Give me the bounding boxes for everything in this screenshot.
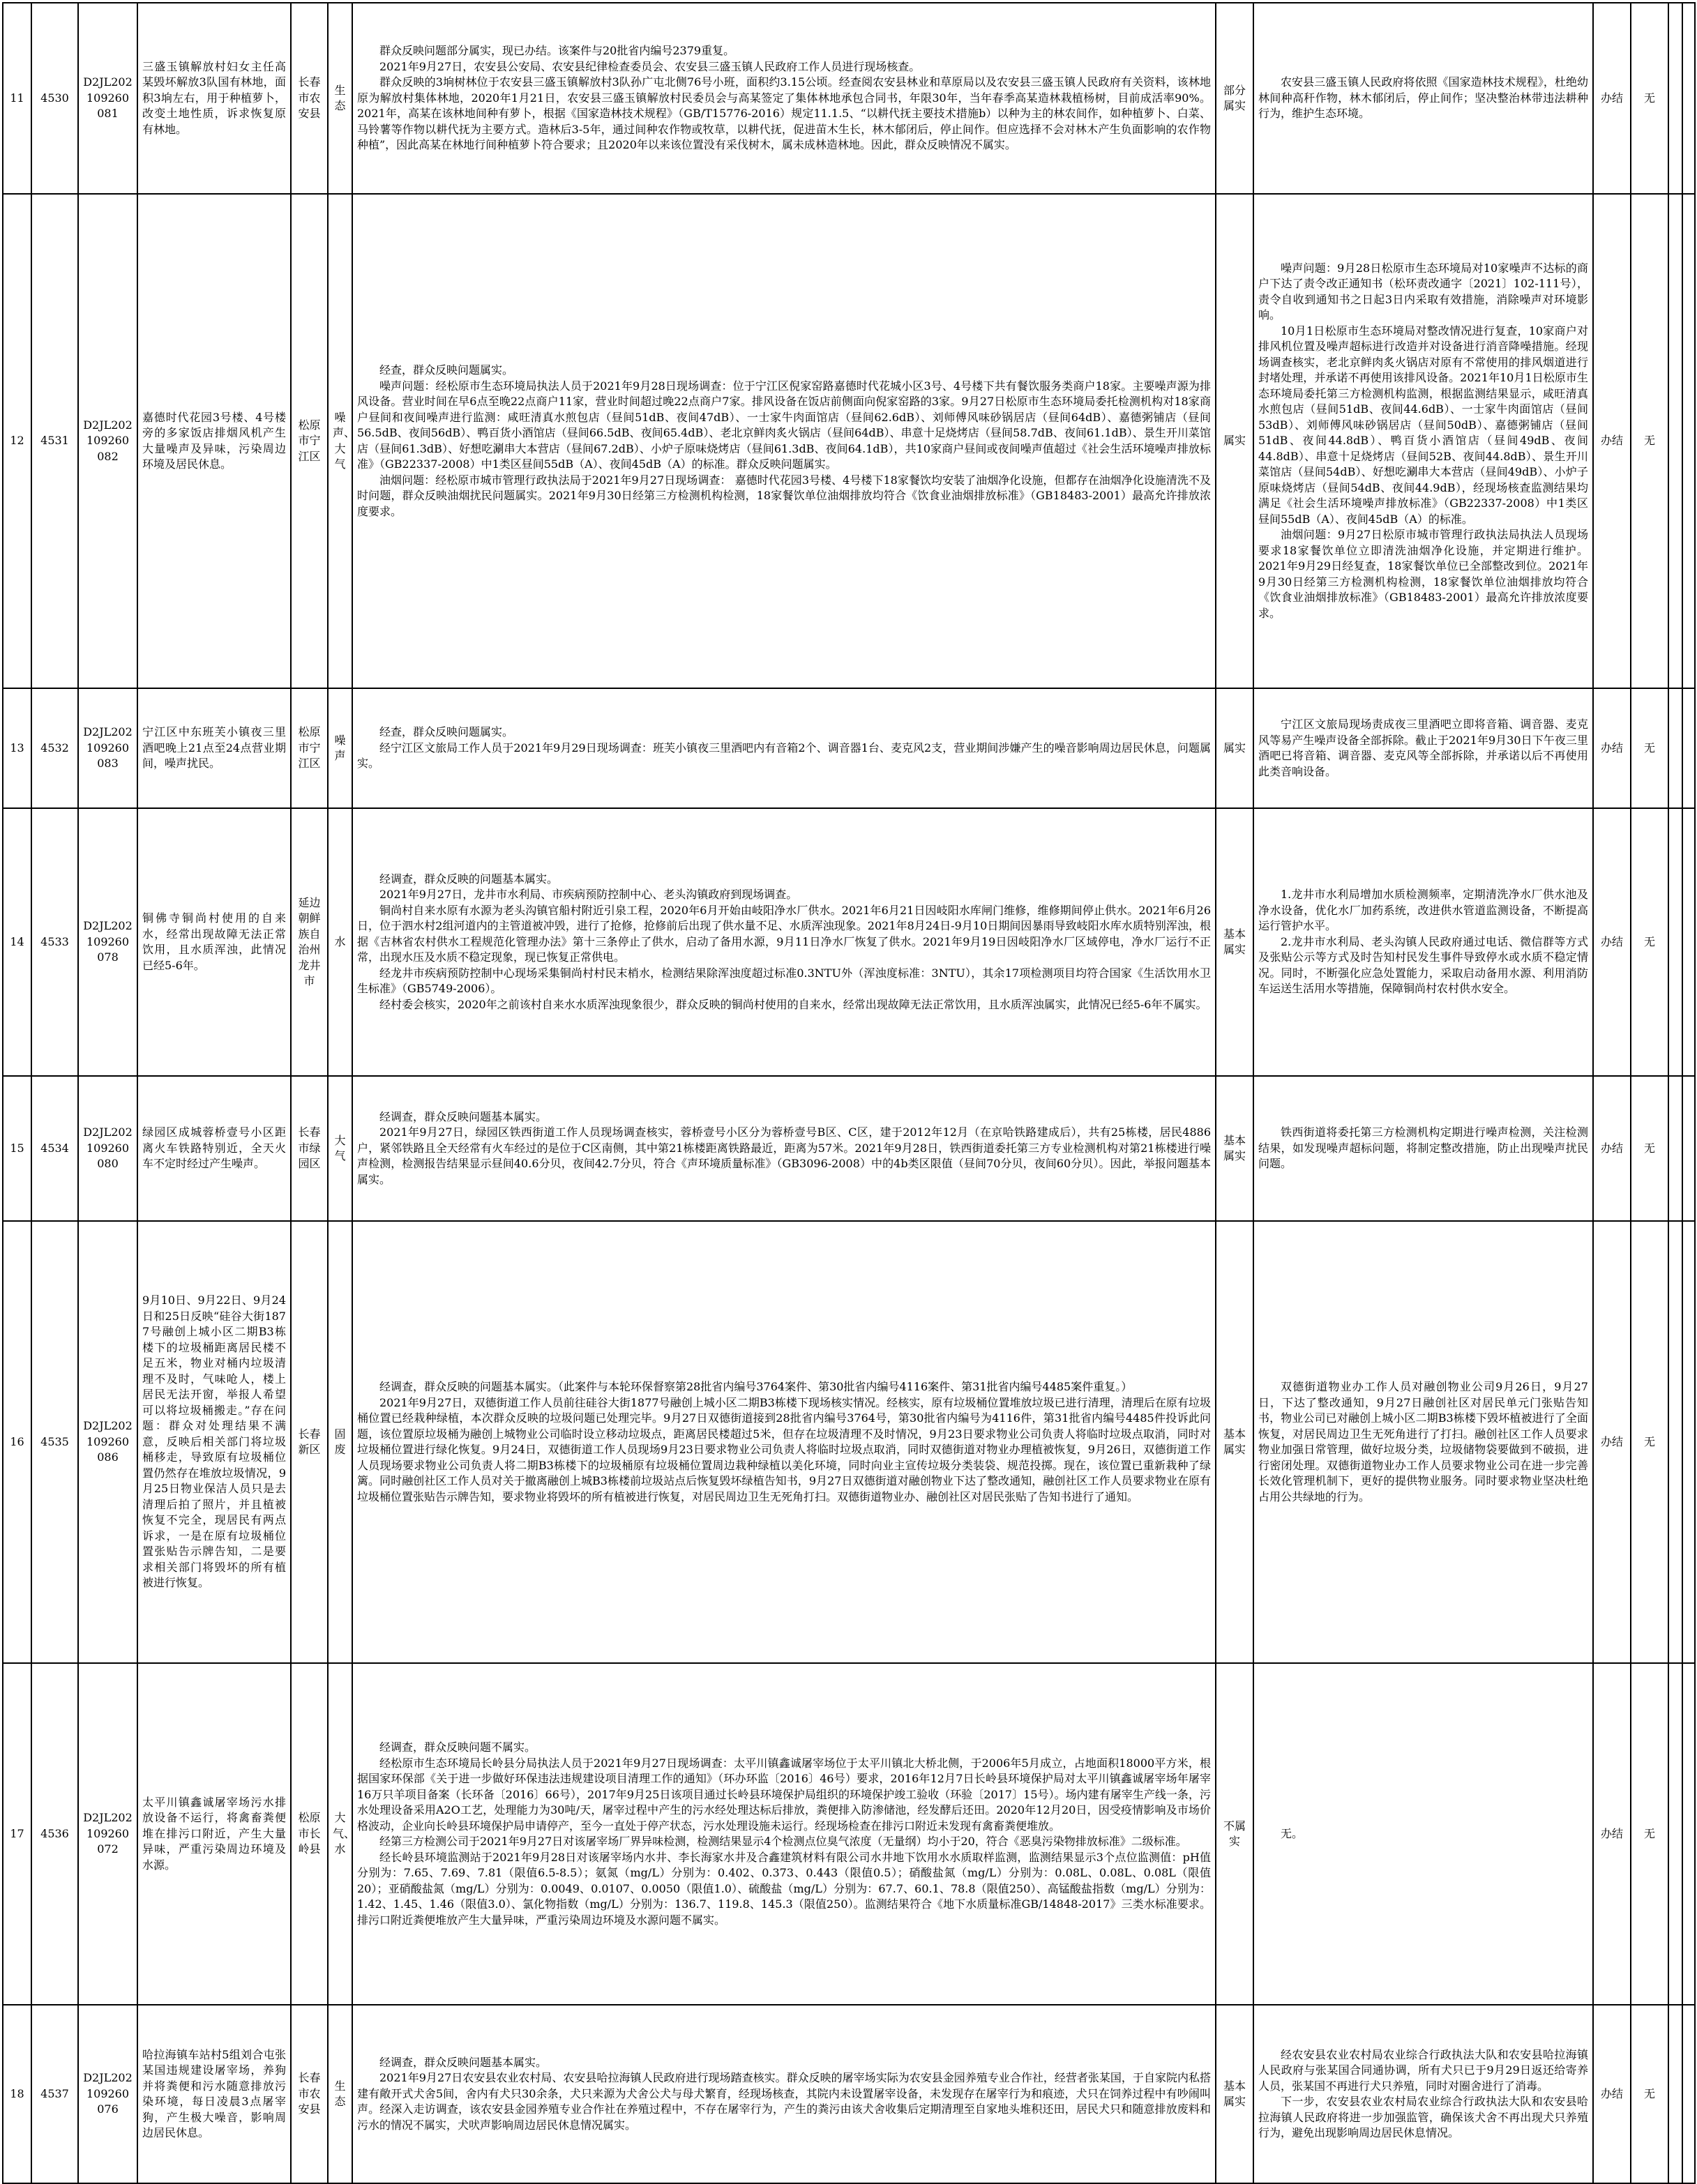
row-code: D2JL202109260086 <box>78 1221 137 1663</box>
investigation-paragraph: 2021年9月27日，双德街道工作人员前往硅谷大街1877号融创上城小区二期B3栋楼下现场核实情况。经核实，原有垃圾桶位置堆放垃圾已进行清理，清理后在原有垃圾桶位置已经栽种绿植，本次群众反映的垃圾问题已处理完毕。9月27日双德街道接到28批省内编号3764号，第30批省内编号为4116件，第31批省内编号4485件投诉此问题，该位置原垃圾桶为融创上城物业公司临时设立移动垃圾点，距离居民楼超过5米，但存在垃圾清理不及时情况，9月23日要求物业公司负责人将临时垃圾点取消，同时对垃圾桶位置进行绿化恢复。9月24日，双德街道工作人员现场9月23日要求物业公司负责人将临时垃圾点取消，同时双德街道对物业办理植被恢复，9月26日，双德街道工作人员现场要求物业公司负责人将二期B3栋楼下的垃圾桶原有垃圾桶位置周边栽种绿植以美化环境，同时向业主宣传垃圾分类装袋、规范投掷。现在，该位置已重新栽种了绿篱。同时融创社区工作人员对关于撤离融创上城B3栋楼前垃圾站点后恢复毁坏绿植告知书，9月27日双德街道对融创物业下达了整改通知，融创社区工作人员要求物业在原有垃圾桶位置张贴告示牌告知，要求物业将毁坏的所有植被进行恢复，对居民周边卫生无死角打扫。双德街道物业办、融创社区对居民张贴了告知书进行了通知。 <box>357 1395 1211 1503</box>
row-verdict: 属实 <box>1216 194 1253 688</box>
row-region: 松原市宁江区 <box>291 688 328 808</box>
rectification-paragraph: 双德街道物业办工作人员对融创物业公司9月26日，9月27日，下达了整改通知，9月27日融创社区对居民单元门张贴告知书，物业公司已对融创上城小区二期B3栋楼下毁坏植被进行了全面恢复，对居民周边卫生无死角进行了打扫。融创社区工作人员要求物业加强日常管理，做好垃圾分类，垃圾储物袋要做到不破损，进行密闭处理。双德街道物业办工作人员要求物业公司在进一步完善长效化管理机制下，更好的提供物业服务。同时要求物业坚决杜绝占用公共绿地的行为。 <box>1258 1380 1588 1503</box>
investigation-paragraph: 经调查，群众反映问题基本属实。 <box>379 2055 548 2069</box>
row-extra-2 <box>1682 688 1695 808</box>
row-code: D2JL202109260080 <box>78 1076 137 1221</box>
row-extra-1 <box>1668 2005 1682 2183</box>
table-row <box>3 688 1695 808</box>
investigation-paragraph: 经松原市生态环境局长岭县分局执法人员于2021年9月27日现场调查：太平川镇鑫诚屠宰场位于太平川镇北大桥北侧，于2006年5月成立，占地面积18000平方米，根据国家环保部《关于进一步做好环保违法违规建设项目清理工作的通知》（环办环监〔2016〕46号）要求，2016年12月7日长岭县环境保护局对太平川镇鑫诚屠宰场年屠宰16万只羊项目备案（长环备〔2016〕66号），2017年9月25日该项目通过长岭县环境保护局组织的环境保护竣工验收（环验〔2017〕15号）。场内建有屠宰生产线一条，污水处理设备采用A2O工艺，处理能力为30吨/天，屠宰过程中产生的污水经处理达标后排放，粪便排入防渗储池，经发酵后还田。2020年12月20日，因受疫情影响及市场价格波动，企业向长岭县环境保护局申请停产，至今一直处于停产状态，污水处理设施未运行。经现场检查在排污口附近未发现有禽畜粪便堆放。 <box>357 1756 1211 1833</box>
row-region: 延边朝鲜族自治州龙井市 <box>291 808 328 1076</box>
table-row <box>3 1221 1695 1663</box>
investigation-paragraph: 经宁江区文旅局工作人员于2021年9月29日现场调查：班芙小镇夜三里酒吧内有音箱2个、调音器1台、麦克风2支，营业期间涉嫌产生的噪音影响周边居民休息，问题属实。 <box>357 741 1211 771</box>
investigation-paragraph: 群众反映问题部分属实，现已办结。该案件与20批省内编号2379重复。 <box>379 44 735 58</box>
row-verdict: 基本属实 <box>1216 808 1253 1076</box>
row-pollution-type: 固废 <box>328 1221 352 1663</box>
row-number: 4530 <box>31 3 78 194</box>
row-pollution-type: 生态 <box>328 3 352 194</box>
row-investigation <box>352 1076 1216 1221</box>
row-verdict: 部分属实 <box>1216 3 1253 194</box>
table-row <box>3 1663 1695 2005</box>
row-region: 松原市长岭县 <box>291 1663 328 2005</box>
row-investigation <box>352 808 1216 1076</box>
investigation-paragraph: 经龙井市疾病预防控制中心现场采集铜尚村村民末梢水，检测结果除浑浊度超过标准0.3NTU外（浑浊度标准：3NTU），其余17项检测项目均符合国家《生活饮用水卫生标准》（GB5749-2006）。 <box>357 966 1211 996</box>
table-body <box>3 3 1695 2183</box>
row-extra-2 <box>1682 1221 1695 1663</box>
row-investigation <box>352 1221 1216 1663</box>
row-code: D2JL202109260076 <box>78 2005 137 2183</box>
row-closure-status: 办结 <box>1593 194 1631 688</box>
row-rectification <box>1253 688 1593 808</box>
row-extra-1 <box>1668 194 1682 688</box>
row-pollution-type: 噪声、大气 <box>328 194 352 688</box>
row-investigation <box>352 3 1216 194</box>
row-number: 4535 <box>31 1221 78 1663</box>
row-complaint: 9月10日、9月22日、9月24日和25日反映“硅谷大街1877号融创上城小区二期B3栋楼下的垃圾桶距离居民楼不足五米，物业对桶内垃圾清理不及时，气味呛人，楼上居民无法开窗，举报人希望可以将垃圾桶搬走。”存在问题：群众对处理结果不满意，反映后相关部门将垃圾桶移走，导致原有垃圾桶位置仍然存在堆放垃圾情况，9月25日物业保洁人员只是去清理后拍了照片，并且植被恢复不完全，现居民有两点诉求，一是在原有垃圾桶位置张贴告示牌告知，二是要求相关部门将毁坏的所有植被进行恢复。 <box>137 1221 291 1663</box>
row-number: 4536 <box>31 1663 78 2005</box>
row-closure-status: 办结 <box>1593 3 1631 194</box>
investigation-paragraph: 2021年9月27日，龙井市水利局、市疾病预防控制中心、老头沟镇政府到现场调查。 <box>379 888 798 902</box>
row-verdict: 不属实 <box>1216 1663 1253 2005</box>
investigation-paragraph: 铜尚村自来水原有水源为老头沟镇官船村附近引泉工程，2020年6月开始由岐阳净水厂供水。2021年6月21日因岐阳水库闸门维修，维修期间停止供水。2021年6月26日，位于泗水村2组河道内的主管道被冲毁，进行了抢修，抢修前后出现了供水量不足、水质浑浊现象。2021年8月24日-9月10日期间因暴雨导致岐阳水库水质特别浑浊，根据《吉林省农村供水工程规范化管理办法》第十三条停止了供水，启动了备用水源，9月11日净水厂恢复了供水。2021年9月19日因岐阳净水厂区域停电，净水厂运行不正常，出现水压及水质不稳定现象，现已恢复正常供电。 <box>357 903 1211 964</box>
rectification-paragraph: 1.龙井市水利局增加水质检测频率，定期清洗净水厂供水池及净水设备，优化水厂加药系统，改进供水管道监测设备，不断提高运行管护水平。 <box>1258 888 1588 933</box>
row-accountability: 无 <box>1631 1663 1668 2005</box>
row-closure-status: 办结 <box>1593 808 1631 1076</box>
row-complaint: 宁江区中东班芙小镇夜三里酒吧晚上21点至24点营业期间，噪声扰民。 <box>137 688 291 808</box>
row-code: D2JL202109260072 <box>78 1663 137 2005</box>
rectification-paragraph: 油烟问题：9月27日松原市城市管理行政执法局执法人员现场要求18家餐饮单位立即清洗油烟净化设施，并定期进行维护。2021年9月29日经复查，18家餐饮单位已全部整改到位。2021年9月30日经第三方检测机构检测，18家餐饮单位油烟排放均符合《饮食业油烟排放标准》（GB18483-2001）最高允许排放浓度要求。 <box>1258 528 1588 620</box>
row-code: D2JL202109260078 <box>78 808 137 1076</box>
row-seq: 13 <box>3 688 31 808</box>
investigation-paragraph: 2021年9月27日，农安县公安局、农安县纪律检查委员会、农安县三盛玉镇人民政府工作人员进行现场核查。 <box>379 59 921 73</box>
row-rectification <box>1253 194 1593 688</box>
row-seq: 16 <box>3 1221 31 1663</box>
row-extra-2 <box>1682 1076 1695 1221</box>
rectification-paragraph: 经农安县农业农村局农业综合行政执法大队和农安县哈拉海镇人民政府与张某国合同通协调，所有犬只已于9月29日返还给寄养人员，张某国不再进行犬只养殖，同时对圈舍进行了消毒。 <box>1258 2047 1588 2093</box>
row-rectification <box>1253 808 1593 1076</box>
row-complaint: 太平川镇鑫诚屠宰场污水排放设备不运行，将禽畜粪便堆在排污口附近，产生大量异味，严重污染周边环境及水源。 <box>137 1663 291 2005</box>
investigation-paragraph: 经调查，群众反映的问题基本属实。（此案件与本轮环保督察第28批省内编号3764案件、第30批省内编号4116案件、第31批省内编号4485案件重复。） <box>379 1380 1133 1393</box>
rectification-paragraph: 无。 <box>1281 1826 1304 1840</box>
row-accountability: 无 <box>1631 3 1668 194</box>
row-accountability: 无 <box>1631 1076 1668 1221</box>
investigation-paragraph: 2021年9月27日农安县农业农村局、农安县哈拉海镇人民政府进行现场踏查核实。群众反映的屠宰场实际为农安县金园养殖专业合作社，经营者张某国，于自家院内私搭建有敞开式犬舍5间，舍内有犬只30余条，犬只来源为犬舍公犬与母犬繁育，经现场核查，其院内未设置屠宰设备，未发现存在屠宰行为和痕迹，犬只在饲养过程中有吵闹叫声。经深入走访调查，该农安县金园养殖专业合作社在养殖过程中，不存在屠宰行为，产生的粪污由该犬舍收集后定期清理至自家地头堆积还田，居民犬只和随意排放废料和污水的情况不属实，犬吠声影响周边居民休息情况属实。 <box>357 2071 1211 2132</box>
row-extra-2 <box>1682 3 1695 194</box>
table-row <box>3 194 1695 688</box>
investigation-paragraph: 2021年9月27日，绿园区铁西街道工作人员现场调查核实，蓉桥壹号小区分为蓉桥壹号B区、C区，建于2012年12月（在京哈铁路建成后），共有25栋楼，居民4886户，紧邻铁路且全天经常有火车经过的是位于C区南侧，其中第21栋楼距离铁路最近，距离为57米。2021年9月28日，铁西街道委托第三方专业检测机构对第21栋楼进行噪声检测，检测报告结果显示昼间40.6分贝，夜间42.7分贝，符合《声环境质量标准》（GB3096-2008）中的4b类区限值（昼间70分贝，夜间60分贝）。因此，举报问题基本属实。 <box>357 1125 1211 1186</box>
investigation-paragraph: 群众反映的3垧树林位于农安县三盛玉镇解放村3队孙广屯北侧76号小班，面积约3.15公顷。经查阅农安县林业和草原局以及农安县三盛玉镇人民政府有关资料，该林地原为解放村集体林地，2020年1月21日，农安县三盛玉镇解放村民委员会与高某签定了集体林地承包合同书，年限30年，当年春季高某造林栽植杨树，目前成活率90%。2021年，高某在该林地间种有萝卜，根据《国家造林技术规程》（GB/T15776-2016）规定11.1.5、“以耕代抚主要技术措施b）以种为主的林农间作，如种植萝卜、白菜、马铃薯等作物以耕代抚为主要方式。造林后3-5年，通过间种农作物或牧草，以耕代抚，促进苗木生长，林木郁闭后，停止间作。但应选择不会对林木产生负面影响的农作物种植”，因此高某在林地行间种植萝卜符合要求；且2020年以来该位置没有采伐树木，属未成林造林地。因此，群众反映情况不属实。 <box>357 75 1211 152</box>
row-extra-1 <box>1668 688 1682 808</box>
row-investigation <box>352 2005 1216 2183</box>
row-accountability: 无 <box>1631 808 1668 1076</box>
row-code: D2JL202109260082 <box>78 194 137 688</box>
row-rectification <box>1253 1076 1593 1221</box>
row-number: 4533 <box>31 808 78 1076</box>
row-accountability: 无 <box>1631 2005 1668 2183</box>
rectification-paragraph: 宁江区文旅局现场责成夜三里酒吧立即将音箱、调音器、麦克风等易产生噪声设备全部拆除。截止于2021年9月30日下午夜三里酒吧已将音箱、调音器、麦克风等全部拆除，并承诺以后不再使用此类音响设备。 <box>1258 718 1588 778</box>
row-rectification <box>1253 1663 1593 2005</box>
table-row <box>3 2005 1695 2183</box>
row-pollution-type: 大气、水 <box>328 1663 352 2005</box>
row-verdict: 基本属实 <box>1216 2005 1253 2183</box>
row-seq: 15 <box>3 1076 31 1221</box>
row-extra-1 <box>1668 3 1682 194</box>
investigation-paragraph: 经长岭县环境监测站于2021年9月28日对该屠宰场内水井、李长海家水井及合鑫建筑材料有限公司水井地下饮用水水质取样监测，监测结果显示3个点位监测值：pH值分别为：7.65、7.69、7.81（限值6.5-8.5）；氨氮（mg/L）分别为：0.402、0.373、0.443（限值0.5）；硝酸盐氮（mg/L）分别为：0.08L、0.08L、0.08L（限值20）；亚硝酸盐氮（mg/L）分别为：0.0049、0.0107、0.0050（限值1.0）、硫酸盐（mg/L）分别为：67.7、60.1、78.8（限值250）、高锰酸盐指数（mg/L）分别为：1.42、1.45、1.46（限值3.0）、氯化物指数（mg/L）分别为：136.7、119.8、145.3（限值250）。监测结果符合《地下水质量标准GB/14848-2017》三类水标准要求。排污口附近粪便堆放产生大量异味，严重污染周边环境及水源问题不属实。 <box>357 1850 1211 1927</box>
table-row <box>3 3 1695 194</box>
row-region: 长春新区 <box>291 1221 328 1663</box>
row-closure-status: 办结 <box>1593 2005 1631 2183</box>
row-verdict: 基本属实 <box>1216 1076 1253 1221</box>
row-region: 长春市绿园区 <box>291 1076 328 1221</box>
row-closure-status: 办结 <box>1593 1663 1631 2005</box>
row-complaint: 哈拉海镇车站村5组刘合屯张某国违规建设屠宰场，养狗并将粪便和污水随意排放污染环境，每日凌晨3点屠宰狗，产生极大噪音，影响周边居民休息。 <box>137 2005 291 2183</box>
row-extra-1 <box>1668 1663 1682 2005</box>
rectification-paragraph: 铁西街道将委托第三方检测机构定期进行噪声检测，关注检测结果，如发现噪声超标问题，将制定整改措施，防止出现噪声扰民问题。 <box>1258 1125 1588 1171</box>
row-complaint: 绿园区成城蓉桥壹号小区距离火车铁路特别近，全天火车不定时经过产生噪声。 <box>137 1076 291 1221</box>
row-accountability: 无 <box>1631 688 1668 808</box>
row-seq: 14 <box>3 808 31 1076</box>
row-seq: 11 <box>3 3 31 194</box>
investigation-paragraph: 经查，群众反映问题属实。 <box>379 725 514 739</box>
row-region: 松原市宁江区 <box>291 194 328 688</box>
row-closure-status: 办结 <box>1593 1076 1631 1221</box>
investigation-paragraph: 经第三方检测公司于2021年9月27日对该屠宰场厂界异味检测，检测结果显示4个检测点位臭气浓度（无量纲）均小于20，符合《恶臭污染物排放标准》二级标准。 <box>379 1835 1187 1848</box>
row-extra-1 <box>1668 1221 1682 1663</box>
row-seq: 17 <box>3 1663 31 2005</box>
row-verdict: 属实 <box>1216 688 1253 808</box>
rectification-paragraph: 2.龙井市水利局、老头沟镇人民政府通过电话、微信群等方式及张贴公示等方式及时告知村民发生事件导致停水或水质不稳定情况。同时，不断强化应急处置能力，采取启动备用水源、利用消防车运送生活用水等措施，保障铜尚村农村供水安全。 <box>1258 934 1588 996</box>
row-complaint: 嘉德时代花园3号楼、4号楼旁的多家饭店排烟风机产生大量噪声及异味，污染周边环境及居民休息。 <box>137 194 291 688</box>
row-investigation <box>352 688 1216 808</box>
row-pollution-type: 生态 <box>328 2005 352 2183</box>
row-extra-2 <box>1682 2005 1695 2183</box>
rectification-paragraph: 下一步，农安县农业农村局农业综合行政执法大队和农安县哈拉海镇人民政府将进一步加强监管，确保该犬舍不再出现犬只养殖行为，避免出现影响周边居民休息情况。 <box>1258 2095 1588 2139</box>
row-code: D2JL202109260083 <box>78 688 137 808</box>
row-accountability: 无 <box>1631 1221 1668 1663</box>
row-rectification <box>1253 3 1593 194</box>
investigation-paragraph: 噪声问题：经松原市生态环境局执法人员于2021年9月28日现场调查：位于宁江区倪家窑路嘉德时代花城小区3号、4号楼下共有餐饮服务类商户18家。主要噪声源为排风设备。营业时间在早6点至晚22点商户11家，营业时间超过晚22点商户7家。排风设备在饭店前侧面向倪家窑路的3家。9月27日松原市生态环境局委托检测机构对18家商户昼间和夜间噪声进行监测：咸旺清真水煎包店（昼间51dB、夜间47dB）、一士家牛肉面馆店（昼间62.6dB）、刘师傅风味砂锅居店（昼间64dB）、嘉德粥铺店（昼间56.5dB、夜间56dB）、鸭百货小酒馆店（昼间66.5dB、夜间65.4dB）、老北京鲜肉炙火锅店（昼间64dB）、串意十足烧烤店（昼间58.7dB、夜间61.1dB）、景生开川菜馆店（昼间61.3dB）、好想吃涮串大本营店（昼间67.2dB）、小炉子原味烧烤店（昼间61.3dB、夜间64.1dB），共10家商户昼间或夜间噪声值超过《社会生活环境噪声排放标准》（GB22337-2008）中1类区昼间55dB（A）、夜间45dB（A）的标准。群众反映问题属实。 <box>357 379 1211 471</box>
investigation-paragraph: 经调查，群众反映问题不属实。 <box>379 1741 536 1754</box>
row-accountability: 无 <box>1631 194 1668 688</box>
row-number: 4537 <box>31 2005 78 2183</box>
row-investigation <box>352 194 1216 688</box>
row-complaint: 铜佛寺铜尚村使用的自来水，经常出现故障无法正常饮用，且水质浑浊，此情况已经5-6年。 <box>137 808 291 1076</box>
row-pollution-type: 大气 <box>328 1076 352 1221</box>
investigation-paragraph: 经调查，群众反映问题基本属实。 <box>379 1109 548 1123</box>
row-extra-2 <box>1682 1663 1695 2005</box>
row-pollution-type: 水 <box>328 808 352 1076</box>
rectification-paragraph: 噪声问题：9月28日松原市生态环境局对10家噪声不达标的商户下达了责令改正通知书（松环责改通字〔2021〕102-111号），责令自收到通知书之日起3日内采取有效措施，消除噪声对环境影响。 <box>1258 261 1588 322</box>
row-verdict: 基本属实 <box>1216 1221 1253 1663</box>
row-investigation <box>352 1663 1216 2005</box>
row-complaint: 三盛玉镇解放村妇女主任高某毁坏解放3队国有林地，面积3垧左右，用于种植萝卜，改变土地性质，诉求恢复原有林地。 <box>137 3 291 194</box>
table-row <box>3 1076 1695 1221</box>
row-number: 4531 <box>31 194 78 688</box>
rectification-paragraph: 农安县三盛玉镇人民政府将依照《国家造林技术规程》，杜绝幼林间种高秆作物，林木郁闭后，停止间作；坚决整治林带违法耕种行为，维护生态环境。 <box>1258 75 1588 121</box>
row-extra-1 <box>1668 1076 1682 1221</box>
table-row <box>3 808 1695 1076</box>
row-rectification <box>1253 2005 1593 2183</box>
row-region: 长春市农安县 <box>291 2005 328 2183</box>
row-pollution-type: 噪声 <box>328 688 352 808</box>
row-closure-status: 办结 <box>1593 1221 1631 1663</box>
row-rectification <box>1253 1221 1593 1663</box>
row-extra-1 <box>1668 808 1682 1076</box>
row-extra-2 <box>1682 194 1695 688</box>
rectification-paragraph: 10月1日松原市生态环境局对整改情况进行复查，10家商户对排风机位置及噪声超标进行改造并对设备进行消音降噪措施。经现场调查核实，老北京鲜肉炙火锅店对原有不常使用的排风烟道进行封堵处理，并承诺不再使用该排风设备。2021年10月1日松原市生态环境局委托第三方检测机构监测，根据监测结果显示，咸旺清真水煎包店（昼间51dB、夜间44.6dB）、一士家牛肉面馆店（昼间53dB）、刘师傅风味砂锅居店（昼间50dB）、嘉德粥铺店（昼间51dB、夜间44.8dB）、鸭百货小酒馆店（昼间49dB、夜间44.8dB）、串意十足烧烤店（昼间52B、夜间44.8dB）、景生开川菜馆店（昼间54dB）、好想吃涮串大本营店（昼间49dB）、小炉子原味烧烤店（昼间54dB、夜间44.9dB），经现场核查监测结果均满足《社会生活环境噪声排放标准》（GB22337-2008）中1类区昼间55dB（A）、夜间45dB（A）的标准。 <box>1258 324 1588 526</box>
row-number: 4532 <box>31 688 78 808</box>
row-region: 长春市农安县 <box>291 3 328 194</box>
investigation-paragraph: 经调查，群众反映的问题基本属实。 <box>379 872 559 886</box>
row-extra-2 <box>1682 808 1695 1076</box>
investigation-paragraph: 经查，群众反映问题属实。 <box>379 363 514 377</box>
row-seq: 18 <box>3 2005 31 2183</box>
row-code: D2JL202109260081 <box>78 3 137 194</box>
investigation-paragraph: 经村委会核实，2020年之前该村自来水水质浑浊现象很少，群众反映的铜尚村使用的自来水，经常出现故障无法正常饮用，且水质浑浊属实，此情况已经5-6年不属实。 <box>379 997 1207 1011</box>
complaint-table <box>2 2 1696 2184</box>
row-seq: 12 <box>3 194 31 688</box>
row-number: 4534 <box>31 1076 78 1221</box>
investigation-paragraph: 油烟问题：经松原市城市管理行政执法局于2021年9月27日现场调查： 嘉德时代花园3号楼、4号楼下18家餐饮均安装了油烟净化设施，但都存在油烟净化设施清洗不及时问题，群众反映油烟扰民问题属实。2021年9月30日经第三方检测机构检测，18家餐饮单位油烟排放均符合《饮食业油烟排放标准》（GB18483-2001）最高允许排放浓度要求。 <box>357 473 1211 518</box>
row-closure-status: 办结 <box>1593 688 1631 808</box>
